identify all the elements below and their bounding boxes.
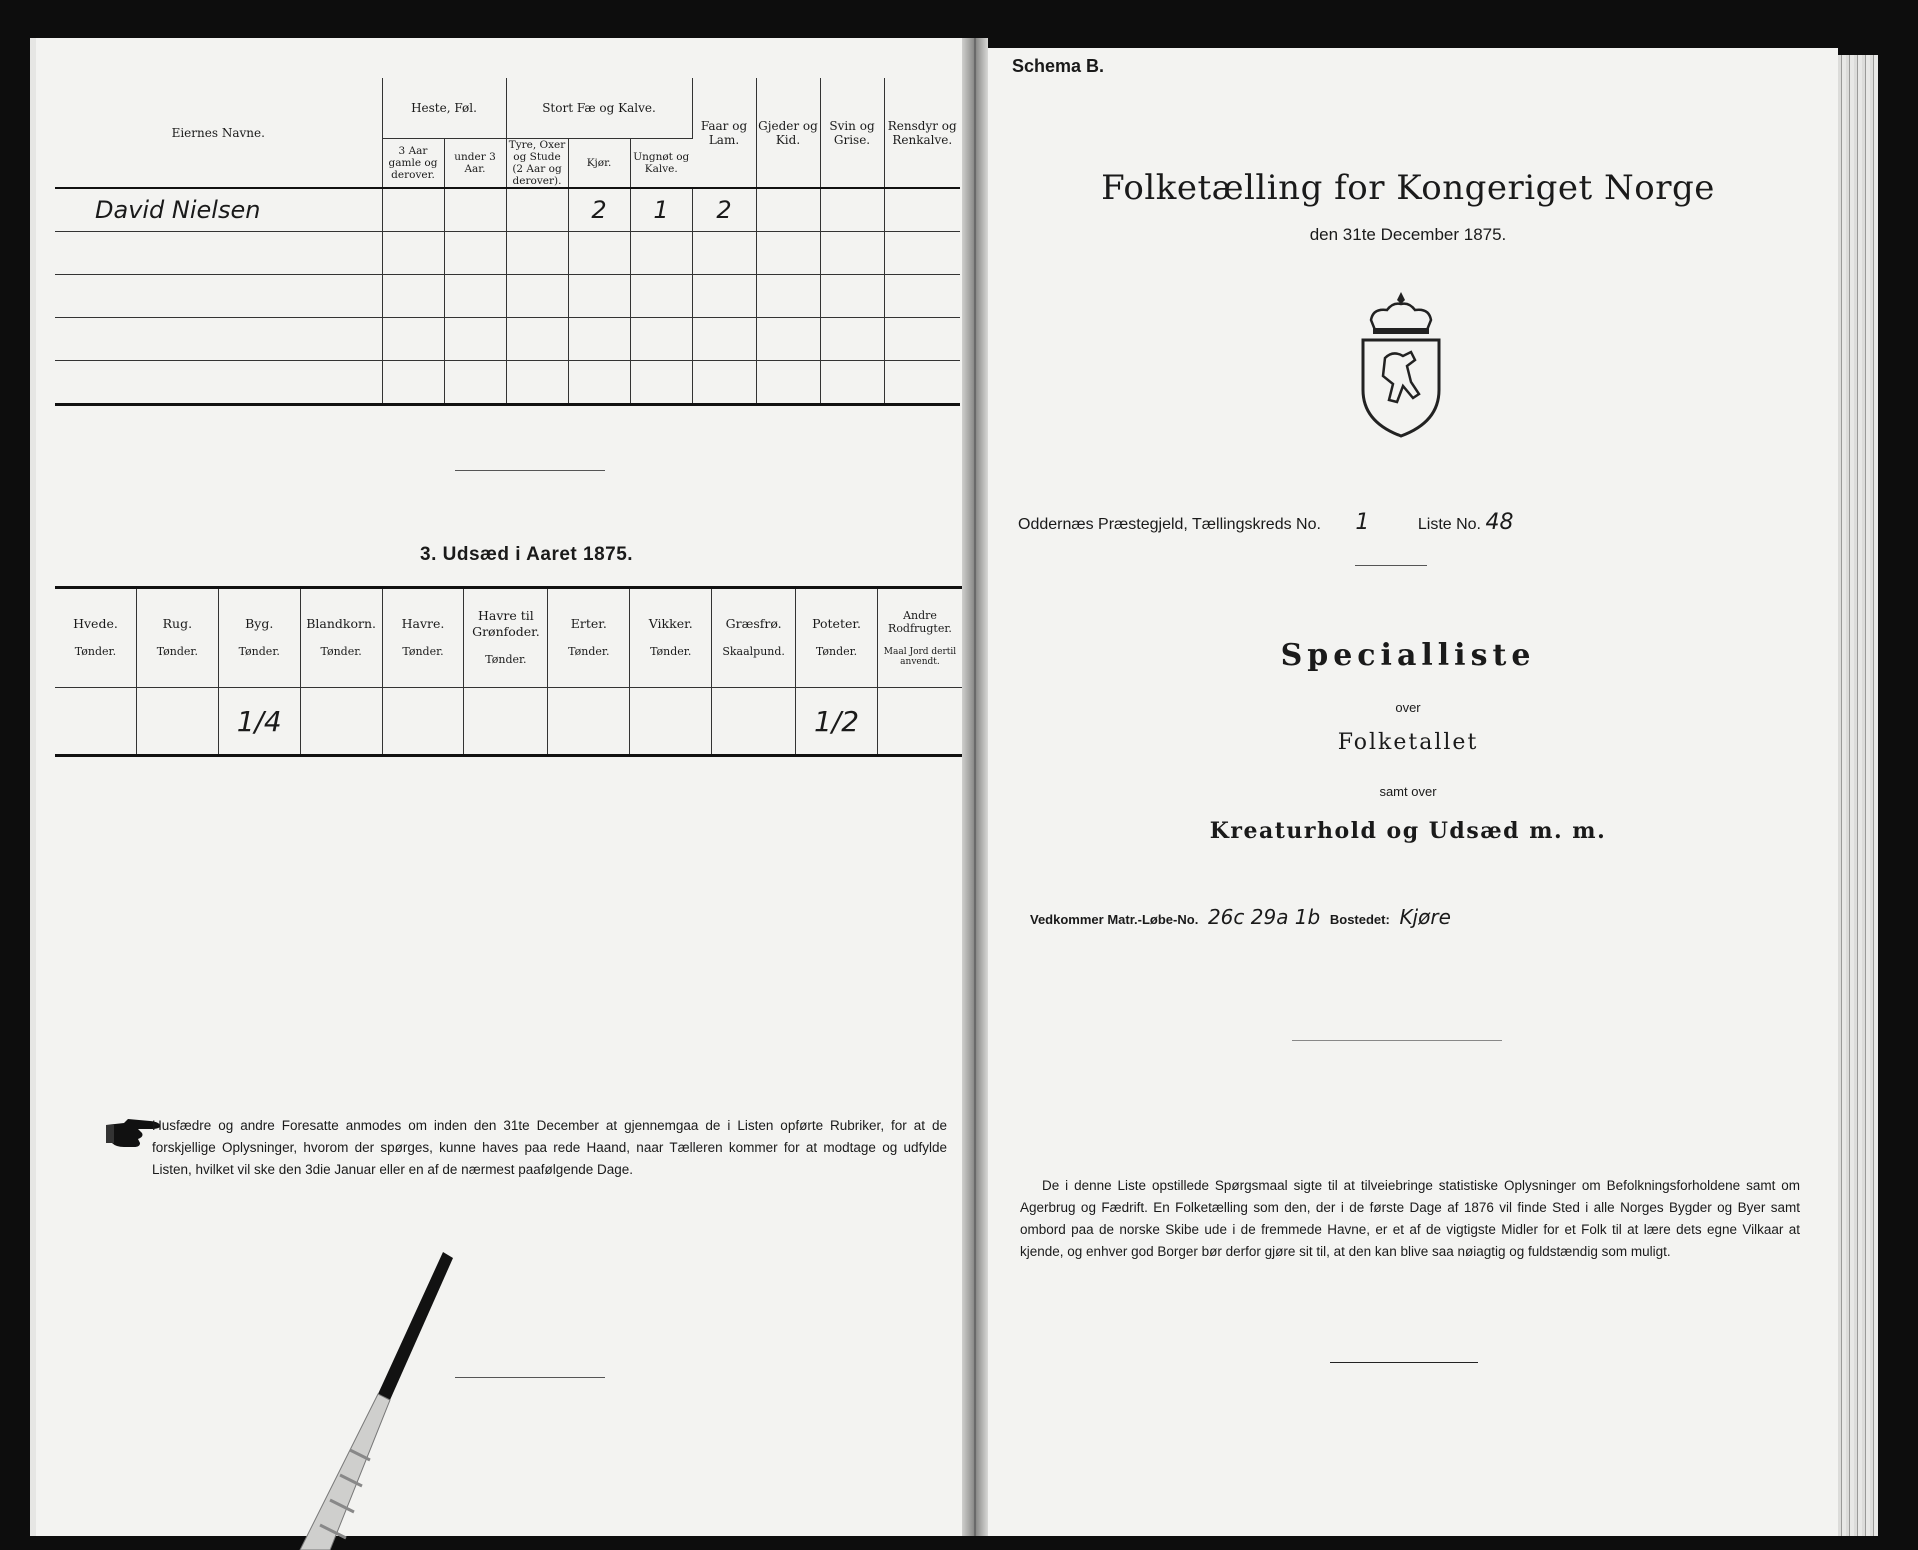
- table-cell: 2: [568, 188, 630, 232]
- sowing-col-header: Havre. Tønder.: [382, 588, 464, 688]
- divider: [455, 470, 605, 471]
- owner-cell: [55, 361, 382, 405]
- divider: [1355, 565, 1427, 566]
- sowing-cell: [464, 688, 548, 756]
- sowing-cell: 1/4: [218, 688, 300, 756]
- sowing-cell: [300, 688, 382, 756]
- sowing-values-row: [55, 688, 962, 756]
- pen-icon: [250, 1250, 470, 1550]
- cows-header: Kjør.: [568, 139, 630, 189]
- sowing-cell: [877, 688, 962, 756]
- table-cell: [382, 188, 444, 232]
- specialliste-heading: Specialliste: [1280, 638, 1536, 673]
- divider: [1330, 1362, 1478, 1363]
- table-cell: 2: [692, 188, 756, 232]
- livestock-table: [55, 78, 960, 406]
- table-cell: [444, 188, 506, 232]
- horses-under3-header: under 3 Aar.: [444, 139, 506, 189]
- census-date: den 31te December 1875.: [1309, 225, 1507, 244]
- table-row: [55, 361, 960, 405]
- sowing-col-header: Andre Rodfrugter. Maal Jord dertil anvendt.: [877, 588, 962, 688]
- table-cell: 1: [630, 188, 692, 232]
- owner-header: Eiernes Navne.: [55, 78, 382, 188]
- sowing-cell: [630, 688, 712, 756]
- folketallet-label: Folketallet: [1337, 730, 1479, 755]
- sowing-cell: [548, 688, 630, 756]
- bulls-header: Tyre, Oxer og Stude (2 Aar og derover).: [506, 139, 568, 189]
- sowing-col-header: Erter. Tønder.: [548, 588, 630, 688]
- sowing-cell: [55, 688, 136, 756]
- sowing-col-header: Blandkorn. Tønder.: [300, 588, 382, 688]
- owner-cell: [55, 318, 382, 361]
- district-line: Oddernæs Præstegjeld, Tællingskreds No. 1 Liste No. 48: [1018, 510, 1514, 535]
- samt-over-label: samt over: [1379, 784, 1437, 799]
- cattle-header: Stort Fæ og Kalve.: [506, 78, 692, 139]
- matr-line: Vedkommer Matr.-Løbe-No. 26c 29a 1b Bostedet: Kjøre: [1030, 905, 1451, 929]
- sheep-header: Faar og Lam.: [692, 78, 756, 188]
- horses-3y-header: 3 Aar gamle og derover.: [382, 139, 444, 189]
- kreaturhold-heading: Kreaturhold og Udsæd m. m.: [1209, 818, 1607, 844]
- sowing-col-header: Byg. Tønder.: [218, 588, 300, 688]
- sowing-cell: 1/2: [796, 688, 878, 756]
- sowing-col-header: Poteter. Tønder.: [796, 588, 878, 688]
- matr-value: 26c 29a 1b: [1207, 905, 1321, 929]
- sowing-cell: [712, 688, 796, 756]
- schema-label: Schema B.: [1012, 56, 1105, 76]
- sowing-cell: [382, 688, 464, 756]
- bosted-value: Kjøre: [1399, 905, 1451, 929]
- sowing-col-header: Hvede. Tønder.: [55, 588, 136, 688]
- sowing-table: [55, 586, 962, 757]
- table-row: [55, 232, 960, 275]
- sowing-title: 3. Udsæd i Aaret 1875.: [420, 544, 634, 565]
- sowing-col-header: Græsfrø. Skaalpund.: [712, 588, 796, 688]
- horses-header: Heste, Føl.: [382, 78, 506, 139]
- table-cell: [884, 188, 960, 232]
- owner-cell: [55, 275, 382, 318]
- census-title: Folketælling for Kongeriget Norge: [1101, 168, 1715, 208]
- table-row: [55, 318, 960, 361]
- footnote-text: De i denne Liste opstillede Spørgsmaal sigte til at tilveiebringe statistiske Oplysninger om Befolkningsforholdene samt om Agerbrug og Fædrift. En Folketælling som den, der i de første Dage af 1876 vil finde Sted i alle Norges Bygder og Byer samt ombord paa de norske Skibe ude i de fremmede Havne, er et af de vigtigste Midler for et Folk til at lære dets egne Vilkaar at kjende, og enhver god Borger bør derfor gjøre sit til, at den kan blive saa nøiagtig og fuldstændig som muligt.: [1020, 1178, 1800, 1259]
- sowing-col-header: Havre til Grønfoder. Tønder.: [464, 588, 548, 688]
- table-row: [55, 275, 960, 318]
- over-label: over: [1395, 700, 1421, 715]
- coat-of-arms-icon: [1353, 290, 1449, 438]
- owner-cell: [55, 232, 382, 275]
- sowing-cell: [136, 688, 218, 756]
- district-number: 1: [1355, 510, 1370, 535]
- table-row: [55, 188, 960, 232]
- goats-header: Gjeder og Kid.: [756, 78, 820, 188]
- calves-header: Ungnøt og Kalve.: [630, 139, 692, 189]
- sowing-col-header: Rug. Tønder.: [136, 588, 218, 688]
- reindeer-header: Rensdyr og Renkalve.: [887, 118, 957, 147]
- sowing-col-header: Vikker. Tønder.: [630, 588, 712, 688]
- table-cell: [506, 188, 568, 232]
- divider: [455, 1377, 605, 1378]
- divider: [1292, 1040, 1502, 1041]
- pigs-header: Svin og Grise.: [820, 78, 884, 188]
- list-number: 48: [1485, 510, 1514, 535]
- page-edges: [1838, 55, 1878, 1536]
- notice-text: Husfædre og andre Foresatte anmodes om inden den 31te December at gjennemgaa de i Listen opførte Rubriker, for at de forskjellige Oplysninger, hvorom der spørges, kunne haves paa rede Haand, naar Tælleren kommer for at modtage og udfylde Listen, hvilket vil ske den 3die Januar eller en af de nærmest paafølgende Dage.: [152, 1118, 947, 1177]
- owner-cell: David Nielsen: [55, 188, 382, 232]
- table-cell: [756, 188, 820, 232]
- table-cell: [820, 188, 884, 232]
